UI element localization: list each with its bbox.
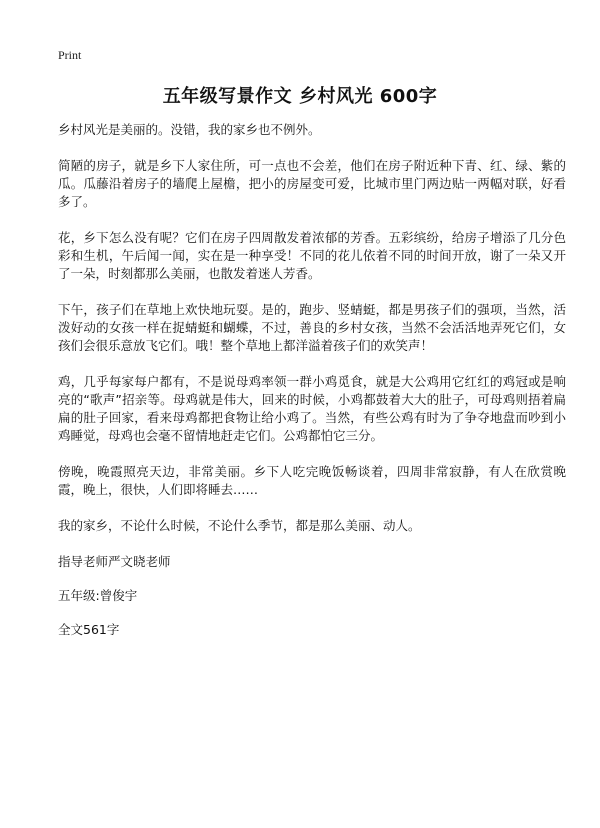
word-count: 全文561字 xyxy=(58,622,120,637)
author-credit: 五年级:曾俊宇 xyxy=(58,588,138,603)
paragraph-1: 乡村风光是美丽的。没错，我的家乡也不例外。 xyxy=(58,122,321,137)
paragraph-4: 下午，孩子们在草地上欢快地玩耍。是的，跑步、竖蜻蜓，都是男孩子们的强项，当然，活泼好动的女孩一样在捉蜻蜓和蝴蝶，不过，善良的乡村女孩，当然不会活活地弄死它们，女孩们会很乐意放飞它们。哦！整个草地上都洋溢着孩子们的欢笑声！ xyxy=(58,302,566,353)
article-title: 五年级写景作文 乡村风光 600字 xyxy=(162,86,438,107)
teacher-credit: 指导老师严文晓老师 xyxy=(58,554,171,569)
paragraph-2: 简陋的房子，就是乡下人家住所，可一点也不会差，他们在房子附近种下青、红、绿、紫的瓜。瓜藤沿着房子的墙爬上屋檐，把小的房屋变可爱，比城市里门两边贴一两幅对联，好看多了。 xyxy=(58,158,566,209)
article-body xyxy=(58,121,566,655)
paragraph-7: 我的家乡，不论什么时候，不论什么季节，都是那么美丽、动人。 xyxy=(58,518,421,533)
print-link[interactable]: Print xyxy=(58,48,82,62)
paragraph-3: 花，乡下怎么没有呢？它们在房子四周散发着浓郁的芳香。五彩缤纷，给房子增添了几分色彩和生机，午后闻一闻，实在是一种享受！不同的花儿依着不同的时间开放，谢了一朵又开了一朵，时刻都那么美丽，也散发着迷人芳香。 xyxy=(58,230,566,281)
paragraph-5: 鸡，几乎每家每户都有，不是说母鸡率领一群小鸡觅食，就是大公鸡用它红红的鸡冠或是响亮的“歌声”招亲等。母鸡就是伟大，回来的时候，小鸡都鼓着大大的肚子，可母鸡则捂着扁扁的肚子回家，看来母鸡都把食物让给小鸡了。当然，有些公鸡有时为了争夺地盘而吵到小鸡睡觉，母鸡也会毫不留情地赶走它们。公鸡都怕它三分。 xyxy=(58,374,566,443)
paragraph-6: 傍晚，晚霞照亮天边，非常美丽。乡下人吃完晚饭畅谈着，四周非常寂静，有人在欣赏晚霞，晚上，很快，人们即将睡去…… xyxy=(58,464,566,497)
